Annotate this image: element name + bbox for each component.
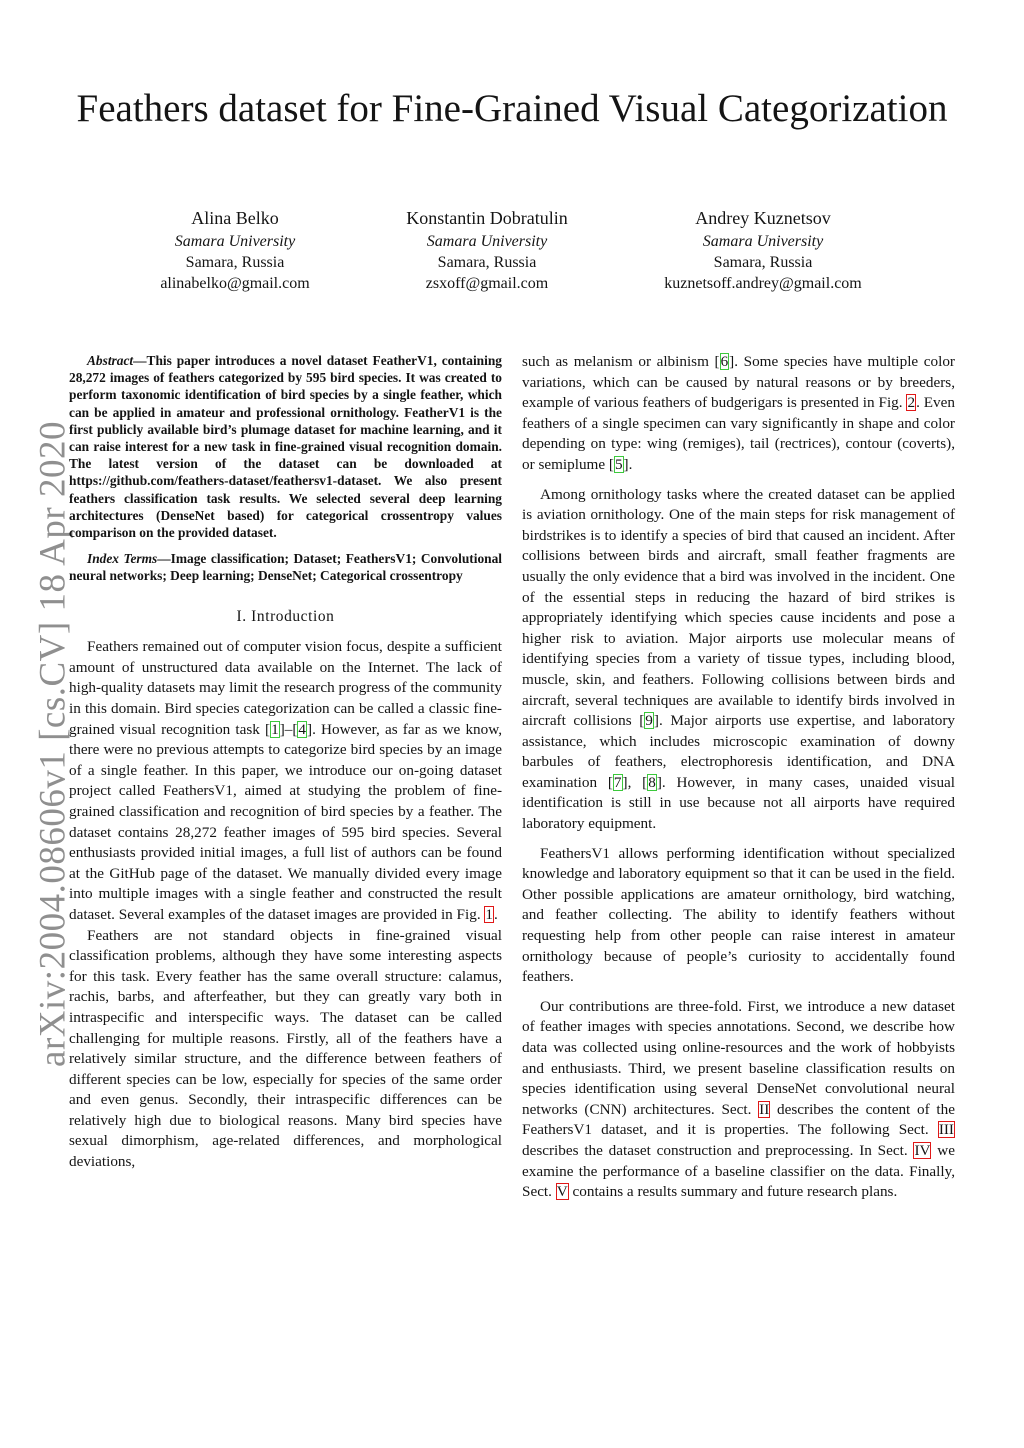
- author-block-3: [623, 206, 903, 294]
- abstract-label: Abstract: [87, 353, 134, 368]
- author-affiliation: Samara University: [174, 233, 296, 250]
- author-block-2: [347, 206, 627, 294]
- figure-link[interactable]: 1: [485, 905, 494, 923]
- paper-title: Feathers dataset for Fine-Grained Visual Categorization: [76, 87, 948, 130]
- section-link[interactable]: V: [556, 1183, 568, 1201]
- author-email: alinabelko@gmail.com: [160, 275, 310, 292]
- intro-paragraph-4: Among ornithology tasks where the created dataset can be applied is aviation ornithology. One of the main steps for risk management of birdstrikes is to identify a species of bird that caused an incident. After collisions between birds and aircraft, small feather fragments are usually the only evidence that a bird was involved in the incident. One of the essential steps in reducing the hazard of bird strikes is appropriately identifying which species cause incidents and pose a higher risk to aviation. Major airports use molecular means of identifying species from a variety of tissue types, including blood, muscle, skin, and feathers. Following collisions between birds and aircraft, several techniques are available to identify birds involved in aircraft collisions [9]. Major airports use expertise, and laboratory assistance, which includes microscopic examination of downy barbules of feathers, electrophoresis identification, and DNA examination [7], [8]. However, in many cases, unaided visual identification is still in use because not all airports have required laboratory equipment.: [522, 485, 955, 833]
- paragraph-text: Our contributions are three-fold. First, we introduce a new dataset of feather images with species annotations. Second, we describe how data was collected using online-resources and the work of hobbyists and enthusiasts. Third, we present baseline classification results on species identification using several DenseNet convolutional neural networks (CNN) architectures. Sect.: [522, 997, 955, 1118]
- index-terms-text: —Image classification; Dataset; FeathersV1; Convolutional neural networks; Deep learning; DenseNet; Categorical crossentropy: [69, 551, 502, 584]
- abstract-text: —This paper introduces a novel dataset FeatherV1, containing 28,272 images of feathers categorized by 595 bird species. It was created to perform taxonomic identification of bird species by a single feather, which can be applied in amateur and professional ornithology. FeatherV1 is the first publicly available bird’s plumage dataset for machine learning, and it can raise interest for a new task in fine-grained visual recognition domain. The latest version of the dataset can be downloaded at https://github.com/feathers-dataset/feathersv1-dataset. We also present feathers classification task results. We selected several deep learning architectures (DenseNet based) for categorical crossentropy values comparison on the provided dataset.: [69, 353, 502, 541]
- author-block-1: [95, 206, 375, 294]
- figure-link[interactable]: 2: [907, 394, 916, 412]
- index-terms: [69, 550, 502, 584]
- left-column: [69, 352, 502, 1173]
- abstract: [69, 352, 502, 541]
- citation-link[interactable]: 8: [648, 773, 656, 791]
- paragraph-text: . Major airports use expertise, and laboratory assistance, which includes microscopic examination of downy barbules of feathers, electrophoresis identification, and DNA examination: [522, 712, 955, 791]
- author-location: Samara, Russia: [185, 254, 285, 271]
- section-heading-introduction: I. Introduction: [236, 607, 335, 625]
- paragraph-text: . However, as far as we know, there were no previous attempts to categorize bird species by an image of a single feather. In this paper, we introduce our on-going dataset project called FeathersV1, aimed at studying the problem of fine-grained classification and recognition of bird species by a feather. The dataset contains 28,272 feather images of 595 bird species. Several enthusiasts provided initial images, a full list of authors can be found at the GitHub page of the dataset. We manually divided every image into multiple images with a single feather and constructed the result dataset. Several examples of the dataset images are provided in Fig.: [69, 720, 502, 923]
- author-email: kuznetsoff.andrey@gmail.com: [664, 275, 862, 292]
- author-name: Andrey Kuznetsov: [695, 208, 831, 228]
- index-terms-label: Index Terms: [87, 551, 158, 567]
- citation-link[interactable]: 7: [613, 773, 622, 791]
- citation-link[interactable]: 6: [720, 353, 729, 370]
- section-link[interactable]: II: [759, 1100, 770, 1118]
- section-link[interactable]: III: [938, 1121, 954, 1139]
- paragraph-text: describes the content of the FeathersV1 dataset, and it is properties. The following Sect.: [522, 1100, 955, 1139]
- author-affiliation: Samara University: [702, 233, 824, 250]
- author-name: Konstantin Dobratulin: [406, 208, 568, 228]
- right-column: [522, 352, 955, 1203]
- paragraph-text: .: [494, 905, 498, 923]
- arxiv-stamp-text: arXiv:2004.08606v1 [cs.CV] 18 Apr 2020: [32, 421, 74, 1067]
- author-name: Alina Belko: [191, 208, 279, 228]
- paragraph-text: . Even feathers of a single specimen can vary significantly in shape and color depending on type: wing (remiges), tail (rectrices), contour (coverts), or semiplume: [522, 394, 955, 473]
- intro-paragraph-5: FeathersV1 allows performing identification without specialized knowledge and laboratory equipment so that it can be used in the field. Other possible applications are amateur ornithology, bird watching, and feather collecting. The ability to identify feathers without requesting help from other people can raise interest in amateur ornithology because of people’s curiosity to accidentally found feathers.: [522, 844, 955, 986]
- intro-paragraph-3: such as melanism or albinism [6]. Some species have multiple color variations, which can be caused by natural reasons or by breeders, example of various feathers of budgerigars is presented in Fig. 2. Even feathers of a single specimen can vary significantly in shape and color depending on type: wing (remiges), tail (rectrices), contour (coverts), or semiplume [5].: [522, 353, 955, 473]
- citation-link[interactable]: 1: [271, 720, 279, 738]
- citation-link[interactable]: 9: [645, 712, 653, 730]
- citation-link[interactable]: 5: [614, 455, 623, 473]
- intro-paragraph-6: [522, 997, 955, 1203]
- paragraph-text: ,: [627, 773, 643, 791]
- author-location: Samara, Russia: [437, 254, 537, 271]
- paragraph-text: . However, in many cases, unaided visual identification is still in use because not all airports have required laboratory equipment.: [522, 773, 955, 833]
- section-link[interactable]: IV: [914, 1141, 931, 1159]
- author-affiliation: Samara University: [426, 233, 548, 250]
- paragraph-text: describes the dataset construction and preprocessing. In Sect.: [522, 1141, 914, 1159]
- citation-link[interactable]: 4: [298, 720, 306, 738]
- paragraph-text: contains a results summary and future research plans.: [568, 1183, 898, 1201]
- paragraph-text: we examine the performance of a baseline classifier on the data. Finally, Sect.: [522, 1141, 955, 1201]
- paragraph-text: .: [628, 455, 633, 473]
- paragraph-text: such as melanism or albinism: [522, 353, 715, 370]
- author-location: Samara, Russia: [713, 254, 813, 271]
- paragraph-text: –: [284, 720, 293, 738]
- intro-paragraph-1: Feathers remained out of computer vision focus, despite a sufficient amount of unstructured data available on the Internet. The lack of high-quality datasets may limit the research progress of the community in this domain. Bird species categorization can be called a classic fine-grained visual recognition task [1]–[4]. However, as far as we know, there were no previous attempts to categorize bird species by an image of a single feather. In this paper, we introduce our on-going dataset project called FeathersV1, aimed at studying the problem of fine-grained classification and recognition of bird species by a feather. The dataset contains 28,272 feather images of 595 bird species. Several enthusiasts provided initial images, a full list of authors can be found at the GitHub page of the dataset. We manually divided every image into multiple images with a single feather and constructed the result dataset. Several examples of the dataset images are provided in Fig. 1.: [69, 638, 502, 923]
- paragraph-text: . Some species have multiple color variations, which can be caused by natural reasons or by breeders, example of various feathers of budgerigars is presented in Fig.: [522, 353, 955, 412]
- paragraph-text: Feathers remained out of computer vision focus, despite a sufficient amount of unstructured data available on the Internet. The lack of high-quality datasets may limit the research progress of the community in this domain. Bird species categorization can be called a classic fine-grained visual recognition task: [69, 638, 502, 738]
- author-email: zsxoff@gmail.com: [425, 275, 549, 292]
- intro-paragraph-2: Feathers are not standard objects in fine-grained visual classification problems, although they have some interesting aspects for this task. Every feather has the same overall structure: calamus, rachis, barbs, and afterfeather, but they can greatly vary both in intraspecific and interspecific ways. The dataset can be called challenging for multiple reasons. Firstly, all of the feathers have a relatively similar structure, and the difference between feathers of different species can be low, especially for species of the same order and even genus. Secondly, their intraspecific differences can be relatively high due to biological reasons. Many bird species have sexual dimorphism, age-related differences, and morphological deviations,: [69, 926, 502, 1171]
- paragraph-text: Among ornithology tasks where the created dataset can be applied is aviation ornithology. One of the main steps for risk management of birdstrikes is to identify a species of bird that caused an incident. After collisions between birds and aircraft, small feather fragments are usually the only evidence that a bird was involved in the incident. One of the essential steps in reducing the hazard of bird strikes is appropriately identifying which species cause incidents and pose a higher risk to aviation. Major airports use molecular means of identifying species from a variety of tissue types, including blood, muscle, skin, and feathers. Following collisions between birds and aircraft, several techniques are available to identify birds involved in aircraft collisions: [522, 485, 955, 730]
